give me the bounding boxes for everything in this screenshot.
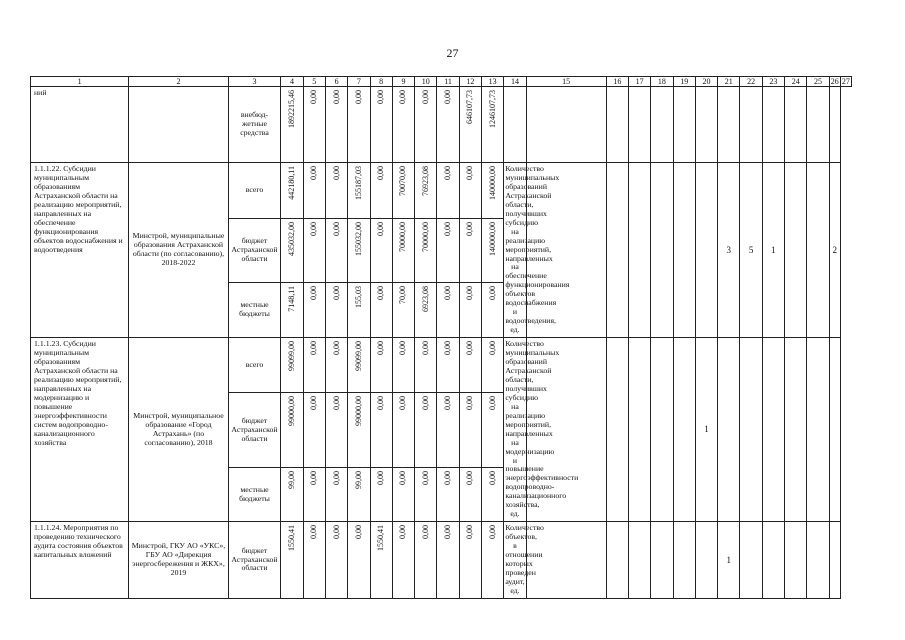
amount-value: 0,00 — [443, 285, 453, 300]
amount-value: 0,00 — [465, 471, 475, 486]
amount-value: 0,00 — [331, 396, 341, 411]
amount-value: 0,00 — [309, 341, 319, 356]
amount-value: 0,00 — [331, 341, 341, 356]
amount-value: 155,03 — [353, 285, 363, 308]
target-cell — [718, 87, 740, 163]
amount-cell — [370, 522, 392, 599]
amount-cell — [437, 163, 459, 219]
amount-value: 0,00 — [398, 90, 408, 104]
amount-value: 1550,41 — [286, 525, 296, 552]
amount-value: 646107,73 — [465, 90, 475, 124]
amount-value: 99,00 — [353, 471, 363, 490]
column-number: 4 — [281, 77, 303, 87]
amount-cell — [415, 219, 437, 282]
continuation-row — [31, 87, 852, 163]
amount-cell — [303, 163, 325, 219]
column-number: 5 — [303, 77, 325, 87]
amount-cell — [281, 522, 303, 599]
target-cell — [526, 522, 606, 599]
target-cell — [673, 522, 695, 599]
amount-cell — [325, 163, 347, 219]
target-cell — [785, 522, 807, 599]
target-cell: 2 — [829, 163, 840, 338]
column-number: 20 — [695, 77, 717, 87]
amount-value: 70070,00 — [398, 166, 408, 196]
amount-value: 0,00 — [487, 285, 497, 300]
amount-cell — [459, 393, 481, 468]
column-number: 22 — [740, 77, 762, 87]
funding-source: всего — [228, 163, 281, 219]
executor-cell: Минстрой, муниципальное образование «Город Астрахань» (по согласованию), 2018 — [129, 338, 228, 522]
amount-cell — [459, 219, 481, 282]
amount-cell — [482, 219, 504, 282]
target-cell — [628, 522, 650, 599]
amount-cell — [303, 219, 325, 282]
amount-value: 442180,11 — [286, 166, 296, 200]
target-cell — [829, 338, 840, 522]
target-cell: 1 — [718, 522, 740, 599]
amount-value: 0,00 — [465, 222, 475, 237]
column-number: 8 — [370, 77, 392, 87]
amount-value: 0,00 — [376, 341, 386, 356]
column-number: 1 — [31, 77, 129, 87]
amount-cell — [370, 87, 392, 163]
target-cell — [651, 522, 673, 599]
amount-value: 0,00 — [443, 222, 453, 237]
measure-description: ний — [31, 87, 129, 163]
amount-value: 0,00 — [353, 90, 363, 104]
amount-cell — [348, 393, 370, 468]
amount-value: 0,00 — [420, 525, 430, 540]
amount-cell — [325, 282, 347, 337]
target-cell — [762, 87, 784, 163]
column-number: 23 — [762, 77, 784, 87]
amount-cell — [281, 393, 303, 468]
amount-value: 7148,11 — [286, 285, 296, 312]
amount-value: 99000,00 — [353, 396, 363, 427]
column-number: 6 — [325, 77, 347, 87]
funding-row — [31, 338, 852, 393]
target-cell — [628, 163, 650, 338]
amount-cell — [348, 87, 370, 163]
amount-value: 0,00 — [465, 166, 475, 180]
target-cell — [807, 522, 829, 599]
amount-value: 0,00 — [331, 285, 341, 300]
amount-cell — [303, 87, 325, 163]
amount-cell — [437, 522, 459, 599]
amount-value: 0,00 — [487, 525, 497, 540]
amount-cell — [437, 219, 459, 282]
funding-source: местные бюджеты — [228, 468, 281, 522]
amount-value: 0,00 — [309, 166, 319, 180]
amount-value: 0,00 — [398, 341, 408, 356]
column-number: 27 — [841, 77, 850, 86]
column-number: 19 — [673, 77, 695, 87]
target-cell — [628, 87, 650, 163]
amount-value: 0,00 — [376, 90, 386, 104]
program-table — [30, 76, 852, 599]
amount-cell — [281, 338, 303, 393]
amount-value: 0,00 — [443, 396, 453, 411]
amount-value: 0,00 — [465, 341, 475, 356]
funding-source: местные бюджеты — [228, 282, 281, 337]
amount-value: 0,00 — [465, 285, 475, 300]
target-cell — [651, 338, 673, 522]
amount-value: 0,00 — [487, 341, 497, 356]
amount-value: 1246107,73 — [487, 90, 497, 128]
amount-value: 0,00 — [331, 525, 341, 540]
page-number: 27 — [446, 46, 459, 60]
column-number: 3 — [228, 77, 281, 87]
target-cell: 5 — [740, 163, 762, 338]
target-cell — [673, 87, 695, 163]
amount-cell — [281, 163, 303, 219]
target-cell — [829, 522, 840, 599]
amount-value: 155032,00 — [353, 222, 363, 257]
indicator-cell: Количество муниципальных образований Астраханской области, получивших субсидию на реализацию мероприятий, направленных на модернизацию и повышение энергоэффективности водопроводно-канализационного хозяйства, ед. — [504, 338, 526, 522]
funding-row — [31, 163, 852, 219]
amount-value: 0,00 — [398, 471, 408, 486]
amount-cell — [437, 393, 459, 468]
amount-cell — [482, 163, 504, 219]
target-cell — [829, 87, 840, 163]
amount-value: 70,00 — [398, 285, 408, 304]
amount-value: 0,00 — [420, 90, 430, 104]
amount-cell — [325, 468, 347, 522]
amount-cell — [325, 393, 347, 468]
column-number: 26 — [830, 77, 839, 86]
amount-value: 99,00 — [286, 471, 296, 490]
amount-cell — [303, 393, 325, 468]
indicator-cell — [504, 87, 526, 163]
target-cell — [740, 522, 762, 599]
amount-value: 0,00 — [376, 471, 386, 486]
funding-source: внебюд-жетные средства — [228, 87, 281, 163]
target-cell — [785, 163, 807, 338]
amount-value: 0,00 — [309, 471, 319, 486]
amount-value: 0,00 — [309, 396, 319, 411]
amount-cell — [482, 393, 504, 468]
amount-cell — [482, 522, 504, 599]
amount-cell — [459, 522, 481, 599]
target-cell — [807, 87, 829, 163]
target-cell — [526, 87, 606, 163]
amount-cell — [482, 468, 504, 522]
column-number-row — [31, 77, 852, 87]
amount-value: 0,00 — [331, 90, 341, 104]
column-number: 9 — [392, 77, 414, 87]
amount-cell — [325, 338, 347, 393]
amount-value: 0,00 — [465, 525, 475, 540]
target-cell — [651, 87, 673, 163]
amount-cell — [392, 87, 414, 163]
target-cell — [807, 338, 829, 522]
executor-cell — [129, 87, 228, 163]
amount-cell — [303, 468, 325, 522]
amount-cell — [348, 522, 370, 599]
amount-value: 1550,41 — [376, 525, 386, 552]
target-cell — [718, 338, 740, 522]
amount-cell — [281, 219, 303, 282]
amount-value: 155187,03 — [353, 166, 363, 200]
amount-value: 0,00 — [309, 222, 319, 237]
amount-cell — [415, 282, 437, 337]
column-number: 17 — [628, 77, 650, 87]
amount-value: 0,00 — [309, 285, 319, 300]
amount-cell — [415, 163, 437, 219]
target-cell — [695, 87, 717, 163]
amount-cell — [392, 219, 414, 282]
funding-source: бюджет Астраханской области — [228, 219, 281, 282]
amount-value: 0,00 — [487, 471, 497, 486]
executor-cell: Минстрой, ГКУ АО «УКС», ГБУ АО «Дирекция энергосбережения и ЖКХ», 2019 — [129, 522, 228, 599]
amount-cell — [459, 163, 481, 219]
amount-cell — [437, 87, 459, 163]
amount-cell — [348, 338, 370, 393]
funding-source: всего — [228, 338, 281, 393]
target-cell — [762, 522, 784, 599]
column-number: 7 — [348, 77, 370, 87]
measure-description: 1.1.1.23. Субсидии муниципальным образованиям Астраханской области на реализацию мероприятий, направленных на модернизацию и повышение энергоэффективности систем водопроводно-канализационного хозяйства — [31, 338, 129, 522]
column-number: 11 — [437, 77, 459, 87]
target-cell — [695, 522, 717, 599]
amount-cell — [459, 87, 481, 163]
amount-cell — [392, 282, 414, 337]
target-cell: 1 — [695, 338, 717, 522]
amount-cell — [459, 468, 481, 522]
amount-cell — [325, 522, 347, 599]
executor-cell: Минстрой, муниципальные образования Астраханской области (по согласованию), 2018-2022 — [129, 163, 228, 338]
amount-value: 0,00 — [420, 396, 430, 411]
target-cell: 1 — [762, 163, 784, 338]
target-cell — [673, 338, 695, 522]
target-cell — [606, 87, 628, 163]
amount-value: 0,00 — [353, 525, 363, 540]
amount-cell — [348, 468, 370, 522]
amount-value: 0,00 — [398, 525, 408, 540]
target-cell — [606, 522, 628, 599]
amount-cell — [415, 338, 437, 393]
amount-cell — [325, 219, 347, 282]
amount-value: 0,00 — [443, 166, 453, 180]
column-number: 21 — [718, 77, 740, 87]
amount-value: 6923,08 — [420, 285, 430, 312]
amount-value: 140000,00 — [487, 222, 497, 257]
target-cell — [606, 163, 628, 338]
amount-value: 0,00 — [376, 166, 386, 180]
amount-value: 99099,00 — [353, 341, 363, 372]
amount-value: 0,00 — [376, 285, 386, 300]
measure-description: 1.1.1.22. Субсидии муниципальным образованиям Астраханской области на реализацию мероприятий, направленных на обеспечение функционирования объектов водоснабжения и водоотведения — [31, 163, 129, 338]
amount-value: 0,00 — [398, 396, 408, 411]
amount-value: 0,00 — [331, 471, 341, 486]
amount-cell — [392, 522, 414, 599]
amount-cell — [281, 282, 303, 337]
amount-value: 0,00 — [309, 525, 319, 540]
target-cell: 3 — [718, 163, 740, 338]
amount-value: 0,00 — [331, 222, 341, 237]
amount-cell — [348, 163, 370, 219]
amount-cell — [415, 87, 437, 163]
column-number: 25 — [807, 77, 829, 87]
amount-cell — [303, 338, 325, 393]
amount-cell — [415, 393, 437, 468]
amount-cell — [415, 468, 437, 522]
indicator-cell: Количество объектов, в отношении которых проведен аудит, ед. — [504, 522, 526, 599]
indicator-cell: Количество муниципальных образований Астраханской области, получивших субсидию на реализацию мероприятий, направленных на обеспечение функционирования объектов водоснабжения и водоотведения, ед. — [504, 163, 526, 338]
column-number: 18 — [651, 77, 673, 87]
amount-value: 99000,00 — [286, 396, 296, 427]
amount-cell — [370, 282, 392, 337]
amount-cell — [392, 163, 414, 219]
target-cell — [785, 338, 807, 522]
amount-cell — [459, 282, 481, 337]
amount-cell — [325, 87, 347, 163]
column-number: 2 — [129, 77, 228, 87]
amount-cell — [370, 219, 392, 282]
column-number: 16 — [606, 77, 628, 87]
amount-cell — [281, 87, 303, 163]
amount-value: 0,00 — [487, 396, 497, 411]
amount-cell — [281, 468, 303, 522]
column-number: 10 — [415, 77, 437, 87]
amount-cell — [437, 338, 459, 393]
amount-cell — [482, 87, 504, 163]
amount-cell — [437, 282, 459, 337]
amount-value: 140000,00 — [487, 166, 497, 200]
amount-value: 0,00 — [376, 396, 386, 411]
target-cell — [807, 163, 829, 338]
amount-cell — [370, 163, 392, 219]
target-cell — [651, 163, 673, 338]
amount-value: 0,00 — [376, 222, 386, 237]
measure-description: 1.1.1.24. Мероприятия по проведению технического аудита состояния объектов капитальных вложений — [31, 522, 129, 599]
amount-value: 1892215,46 — [286, 90, 296, 128]
target-cell — [606, 338, 628, 522]
column-number: 14 — [504, 77, 526, 87]
amount-value: 70000,00 — [420, 222, 430, 253]
amount-value: 0,00 — [443, 90, 453, 104]
amount-cell — [459, 338, 481, 393]
amount-cell — [392, 393, 414, 468]
amount-cell — [392, 468, 414, 522]
amount-cell — [370, 468, 392, 522]
amount-cell — [482, 338, 504, 393]
amount-value: 0,00 — [443, 525, 453, 540]
column-number: 12 — [459, 77, 481, 87]
amount-cell — [348, 219, 370, 282]
amount-value: 0,00 — [420, 341, 430, 356]
target-cell — [628, 338, 650, 522]
target-cell — [695, 163, 717, 338]
amount-value: 76923,08 — [420, 166, 430, 196]
amount-cell — [415, 522, 437, 599]
amount-value: 0,00 — [309, 90, 319, 104]
target-cell — [785, 87, 807, 163]
column-number: 13 — [482, 77, 504, 87]
amount-cell — [482, 282, 504, 337]
funding-source: бюджет Астраханской области — [228, 522, 281, 599]
amount-value: 0,00 — [443, 471, 453, 486]
amount-value: 0,00 — [331, 166, 341, 180]
amount-value: 435032,00 — [286, 222, 296, 257]
amount-value: 70000,00 — [398, 222, 408, 253]
funding-source: бюджет Астраханской области — [228, 393, 281, 468]
amount-cell — [303, 282, 325, 337]
amount-cell — [437, 468, 459, 522]
amount-cell — [348, 282, 370, 337]
amount-cell — [392, 338, 414, 393]
amount-value: 0,00 — [443, 341, 453, 356]
column-number: 24 — [785, 77, 807, 87]
target-cell — [762, 338, 784, 522]
amount-cell — [370, 338, 392, 393]
column-number: 15 — [526, 77, 606, 87]
amount-value: 99099,00 — [286, 341, 296, 372]
amount-cell — [303, 522, 325, 599]
amount-cell — [370, 393, 392, 468]
funding-row — [31, 522, 852, 599]
amount-value: 0,00 — [465, 396, 475, 411]
amount-value: 0,00 — [420, 471, 430, 486]
target-cell — [740, 87, 762, 163]
target-cell — [740, 338, 762, 522]
target-cell — [673, 163, 695, 338]
